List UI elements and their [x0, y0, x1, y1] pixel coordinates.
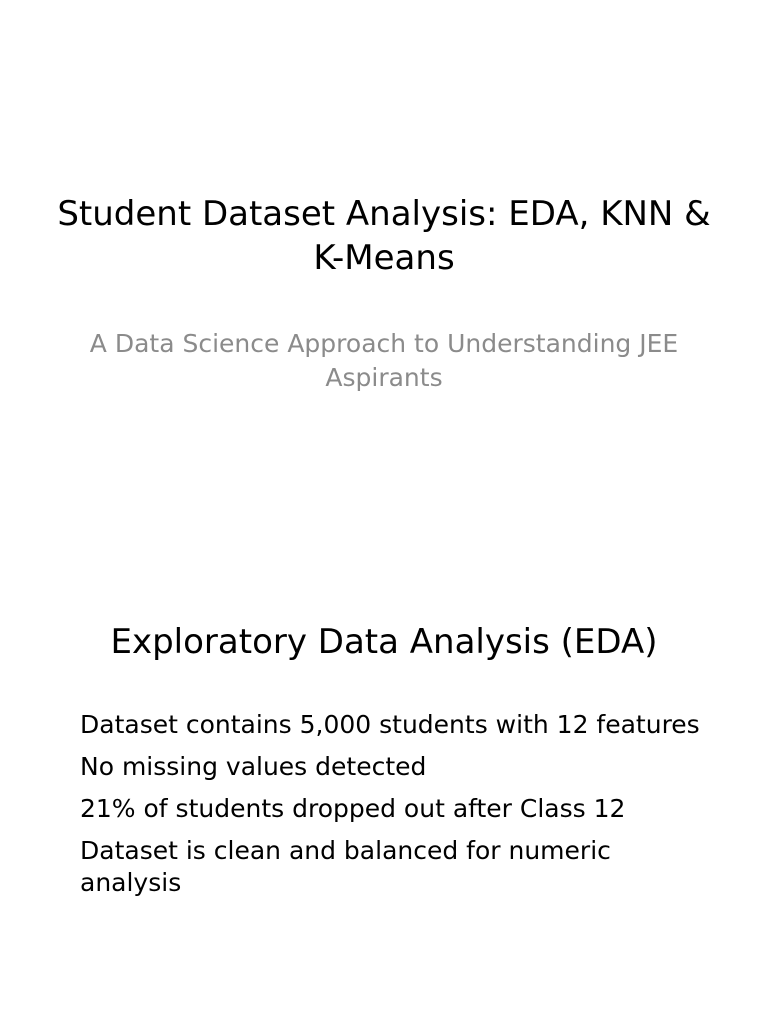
slide-title: Student Dataset Analysis: EDA, KNN & K-Means: [57, 194, 711, 278]
bullet-item: Dataset contains 5,000 students with 12 features: [80, 710, 700, 739]
slide-subtitle: A Data Science Approach to Understanding JEE Aspirants: [89, 329, 679, 392]
slide-title: Exploratory Data Analysis (EDA): [110, 622, 658, 662]
bullet-item: Dataset is clean and balanced for numeric analysis: [80, 836, 611, 897]
bullet-item: No missing values detected: [80, 752, 427, 781]
bullet-item: 21% of students dropped out after Class 12: [80, 794, 626, 823]
bullet-list: [80, 709, 700, 899]
eda-slide: [0, 512, 768, 1024]
